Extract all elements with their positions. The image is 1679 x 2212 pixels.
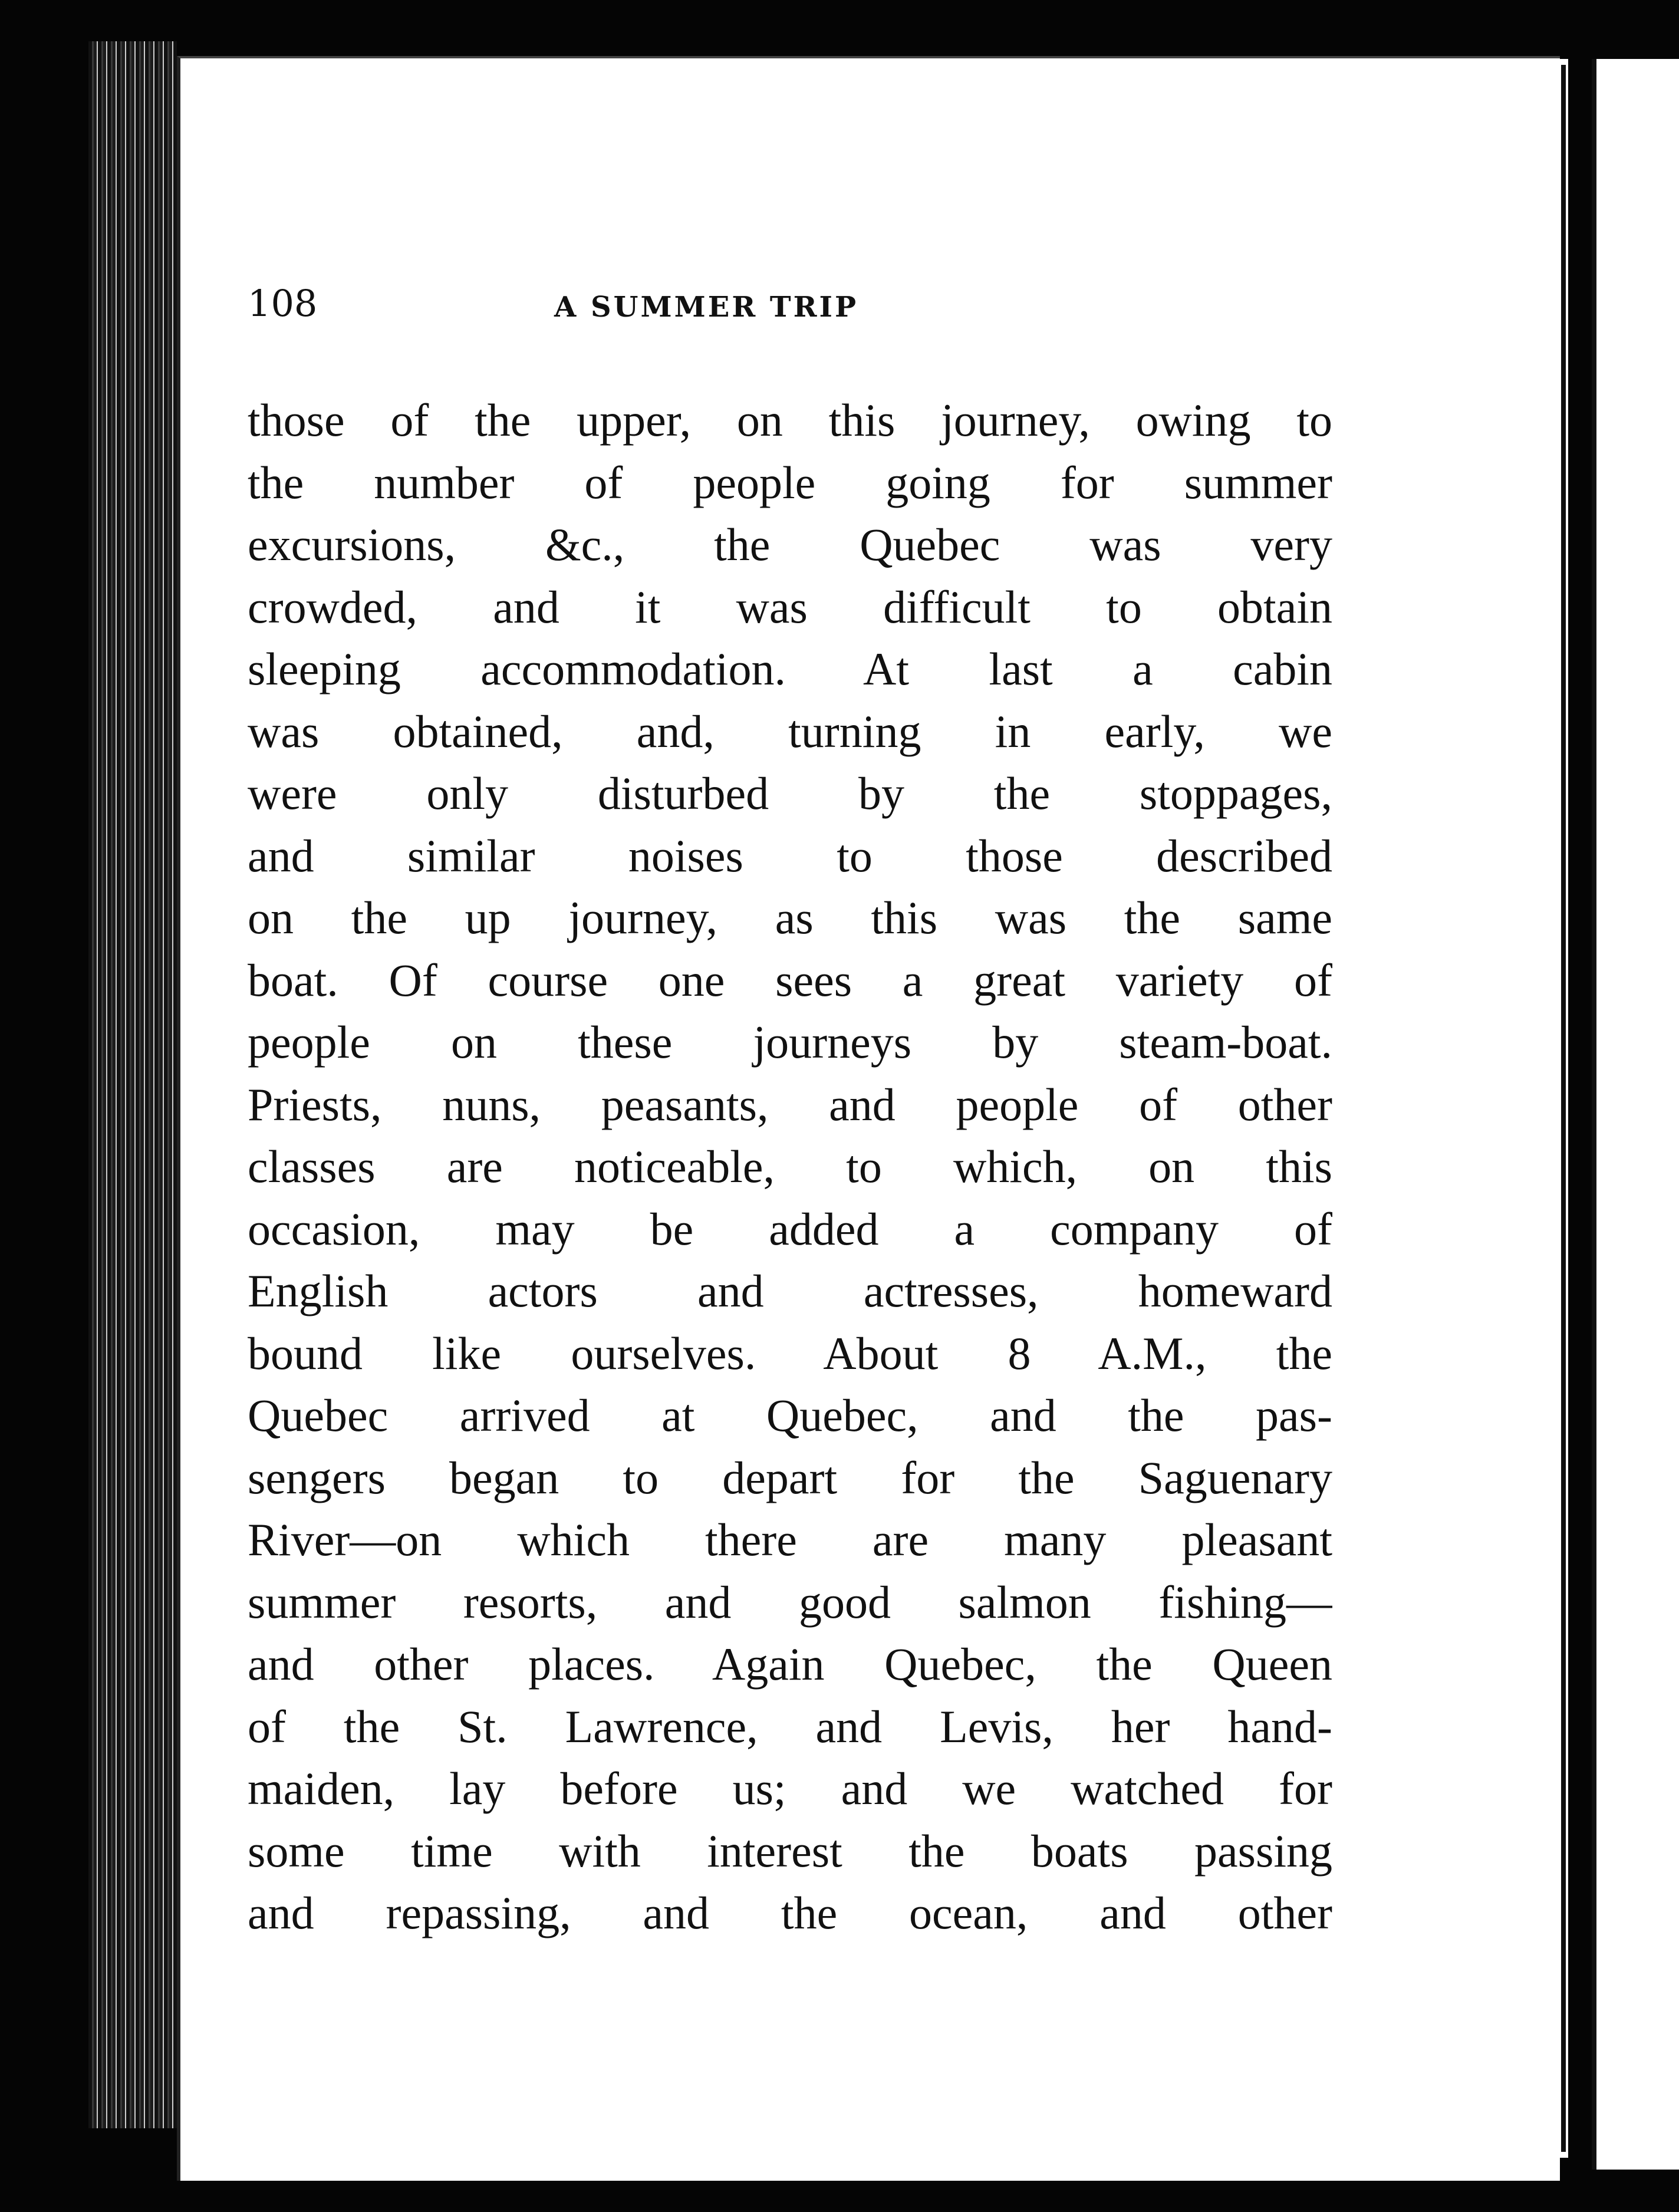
text-line: were only disturbed by the stoppages, (248, 768, 1332, 819)
text-line: maiden, lay before us; and we watched for (248, 1763, 1332, 1814)
text-line: occasion, may be added a company of (248, 1203, 1332, 1255)
page-number: 108 (248, 282, 318, 325)
text-line: the number of people going for summer (248, 456, 1332, 508)
text-line: crowded, and it was difficult to obtain (248, 581, 1332, 633)
text-line: some time with interest the boats passing (248, 1825, 1332, 1877)
text-line: summer resorts, and good salmon fishing— (248, 1576, 1332, 1628)
text-line: people on these journeys by steam-boat. (248, 1016, 1332, 1068)
running-header (248, 277, 1332, 330)
running-title: A SUMMER TRIP (554, 291, 859, 324)
text-line: of the St. Lawrence, and Levis, her hand- (248, 1700, 1332, 1752)
text-line: and other places. Again Quebec, the Queen (248, 1638, 1332, 1690)
body-text (248, 389, 1332, 1944)
text-line: and similar noises to those described (248, 830, 1332, 881)
text-line: Priests, nuns, peasants, and people of other (248, 1078, 1332, 1130)
text-line: excursions, &c., the Quebec was very (248, 519, 1332, 570)
text-line: classes are noticeable, to which, on this (248, 1141, 1332, 1192)
text-line: boat. Of course one sees a great variety of (248, 954, 1332, 1006)
gutter-shadow (1561, 65, 1566, 2152)
text-line: sengers began to depart for the Saguenary (248, 1451, 1332, 1503)
text-line: sleeping accommodation. At last a cabin (248, 643, 1332, 694)
text-line: English actors and actresses, homeward (248, 1265, 1332, 1316)
facing-page-edge (1592, 59, 1679, 2170)
text-line: on the up journey, as this was the same (248, 892, 1332, 943)
text-line: those of the upper, on this journey, owing to (248, 394, 1332, 446)
text-line: was obtained, and, turning in early, we (248, 705, 1332, 757)
text-line: bound like ourselves. About 8 A.M., the (248, 1327, 1332, 1379)
book-page-edges (88, 41, 177, 2128)
text-line: and repassing, and the ocean, and other (248, 1887, 1332, 1938)
text-line: River—on which there are many pleasant (248, 1514, 1332, 1565)
text-line: Quebec arrived at Quebec, and the pas- (248, 1390, 1332, 1441)
